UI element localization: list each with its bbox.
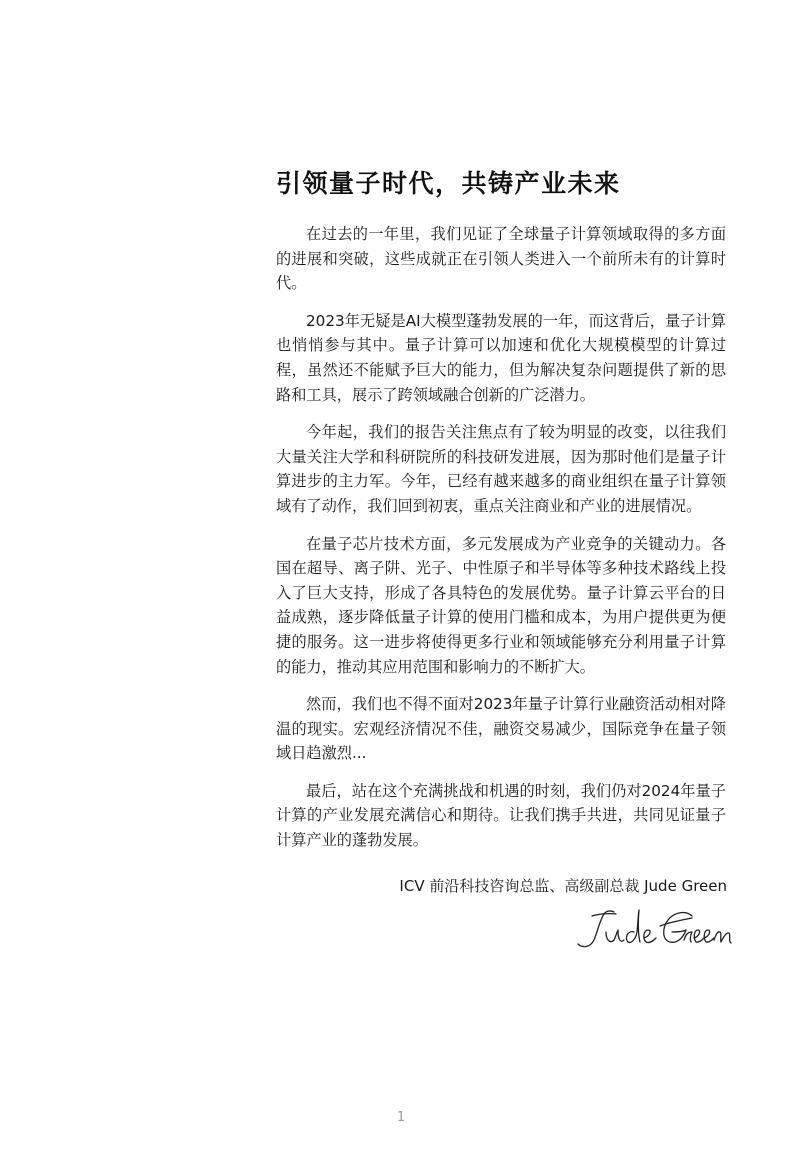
- author-credit: ICV 前沿科技咨询总监、高级副总裁 Jude Green: [399, 877, 727, 895]
- paragraph-5: 然而，我们也不得不面对2023年量子计算行业融资活动相对降温的现实。宏观经济情况不佳，融资交易减少，国际竞争在量子领域日趋激烈...: [276, 695, 726, 763]
- body-text: [276, 222, 726, 866]
- paragraph-1: 在过去的一年里，我们见证了全球量子计算领域取得的多方面的进展和突破，这些成就正在引领人类进入一个前所未有的计算时代。: [276, 225, 726, 293]
- handwritten-signature: [570, 902, 735, 962]
- paragraph-3: 今年起，我们的报告关注焦点有了较为明显的改变，以往我们大量关注大学和科研院所的科技研发进展，因为那时他们是量子计算进步的主力军。今年，已经有越来越多的商业组织在量子计算领域有了动作，我们回到初衷，重点关注商业和产业的进展情况。: [276, 423, 726, 515]
- page-title: 引领量子时代，共铸产业未来: [276, 168, 621, 198]
- paragraph-2: 2023年无疑是AI大模型蓬勃发展的一年，而这背后，量子计算也悄悄参与其中。量子计算可以加速和优化大规模模型的计算过程，虽然还不能赋予巨大的能力，但为解决复杂问题提供了新的思路和工具，展示了跨领域融合创新的广泛潜力。: [276, 311, 726, 404]
- paragraph-4: 在量子芯片技术方面，多元发展成为产业竞争的关键动力。各国在超导、离子阱、光子、中性原子和半导体等多种技术路线上投入了巨大支持，形成了各具特色的发展优势。量子计算云平台的日益成熟，逐步降低量子计算的使用门槛和成本，为用户提供更为便捷的服务。这一进步将使得更多行业和领域能够充分利用量子计算的能力，推动其应用范围和影响力的不断扩大。: [276, 534, 726, 676]
- paragraph-6: 最后，站在这个充满挑战和机遇的时刻，我们仍对2024年量子计算的产业发展充满信心和期待。让我们携手共进，共同见证量子计算产业的蓬勃发展。: [276, 781, 726, 850]
- page-number: 1: [396, 1110, 406, 1125]
